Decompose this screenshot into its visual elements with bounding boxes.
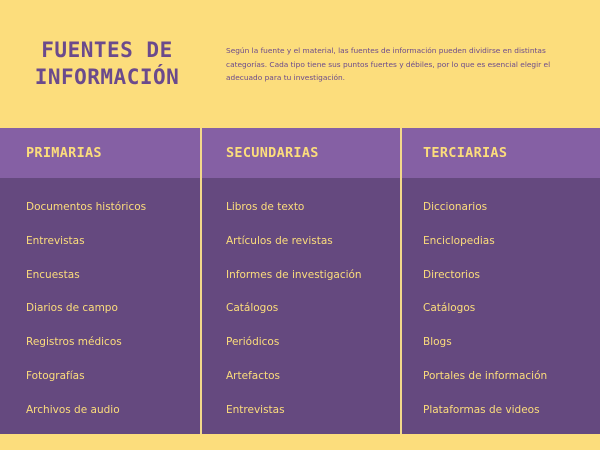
list-item: Artefactos [226, 369, 280, 382]
list-item: Periódicos [226, 336, 280, 349]
column-secundarias [200, 128, 400, 434]
column-header [202, 128, 400, 178]
list-item: Registros médicos [26, 336, 122, 349]
list-item: Encuestas [26, 268, 80, 281]
sources-table [0, 128, 600, 434]
list-item: Entrevistas [26, 234, 85, 247]
list-item: Archivos de audio [26, 403, 120, 416]
list-item: Libros de texto [226, 201, 305, 213]
list-item: Diccionarios [423, 201, 488, 213]
page-title-line-2: INFORMACIÓN [34, 65, 180, 89]
column-header-label: SECUNDARIAS [226, 145, 319, 161]
list-item: Artículos de revistas [226, 234, 333, 247]
page-title-line-1: FUENTES DE [41, 38, 173, 62]
list-item: Catálogos [226, 302, 279, 315]
column-header-label: TERCIARIAS [423, 145, 508, 161]
column-header [0, 128, 200, 178]
list-item: Directorios [423, 268, 480, 281]
list-item: Documentos históricos [26, 201, 147, 213]
list-item: Informes de investigación [226, 268, 362, 281]
page-title [22, 37, 192, 91]
bottom-strip [0, 434, 600, 450]
column-items [0, 178, 200, 432]
column-header-label: PRIMARIAS [26, 145, 102, 161]
list-item: Blogs [423, 336, 452, 349]
list-item: Entrevistas [226, 403, 285, 416]
column-items [202, 178, 400, 432]
list-item: Enciclopedias [423, 234, 495, 247]
list-item: Catálogos [423, 302, 476, 315]
column-header [402, 128, 600, 178]
list-item: Fotografías [26, 369, 85, 382]
list-item: Portales de información [423, 369, 548, 382]
column-items [402, 178, 600, 432]
column-primarias [0, 128, 200, 434]
intro-text: Según la fuente y el material, las fuentes de información pueden dividirse en distintas categorías. Cada tipo tiene sus puntos fuertes y débiles, por lo que es esencial elegir el adecuado para tu investigación. [226, 46, 551, 83]
column-terciarias [400, 128, 600, 434]
list-item: Plataformas de videos [423, 403, 540, 416]
list-item: Diarios de campo [26, 302, 118, 315]
